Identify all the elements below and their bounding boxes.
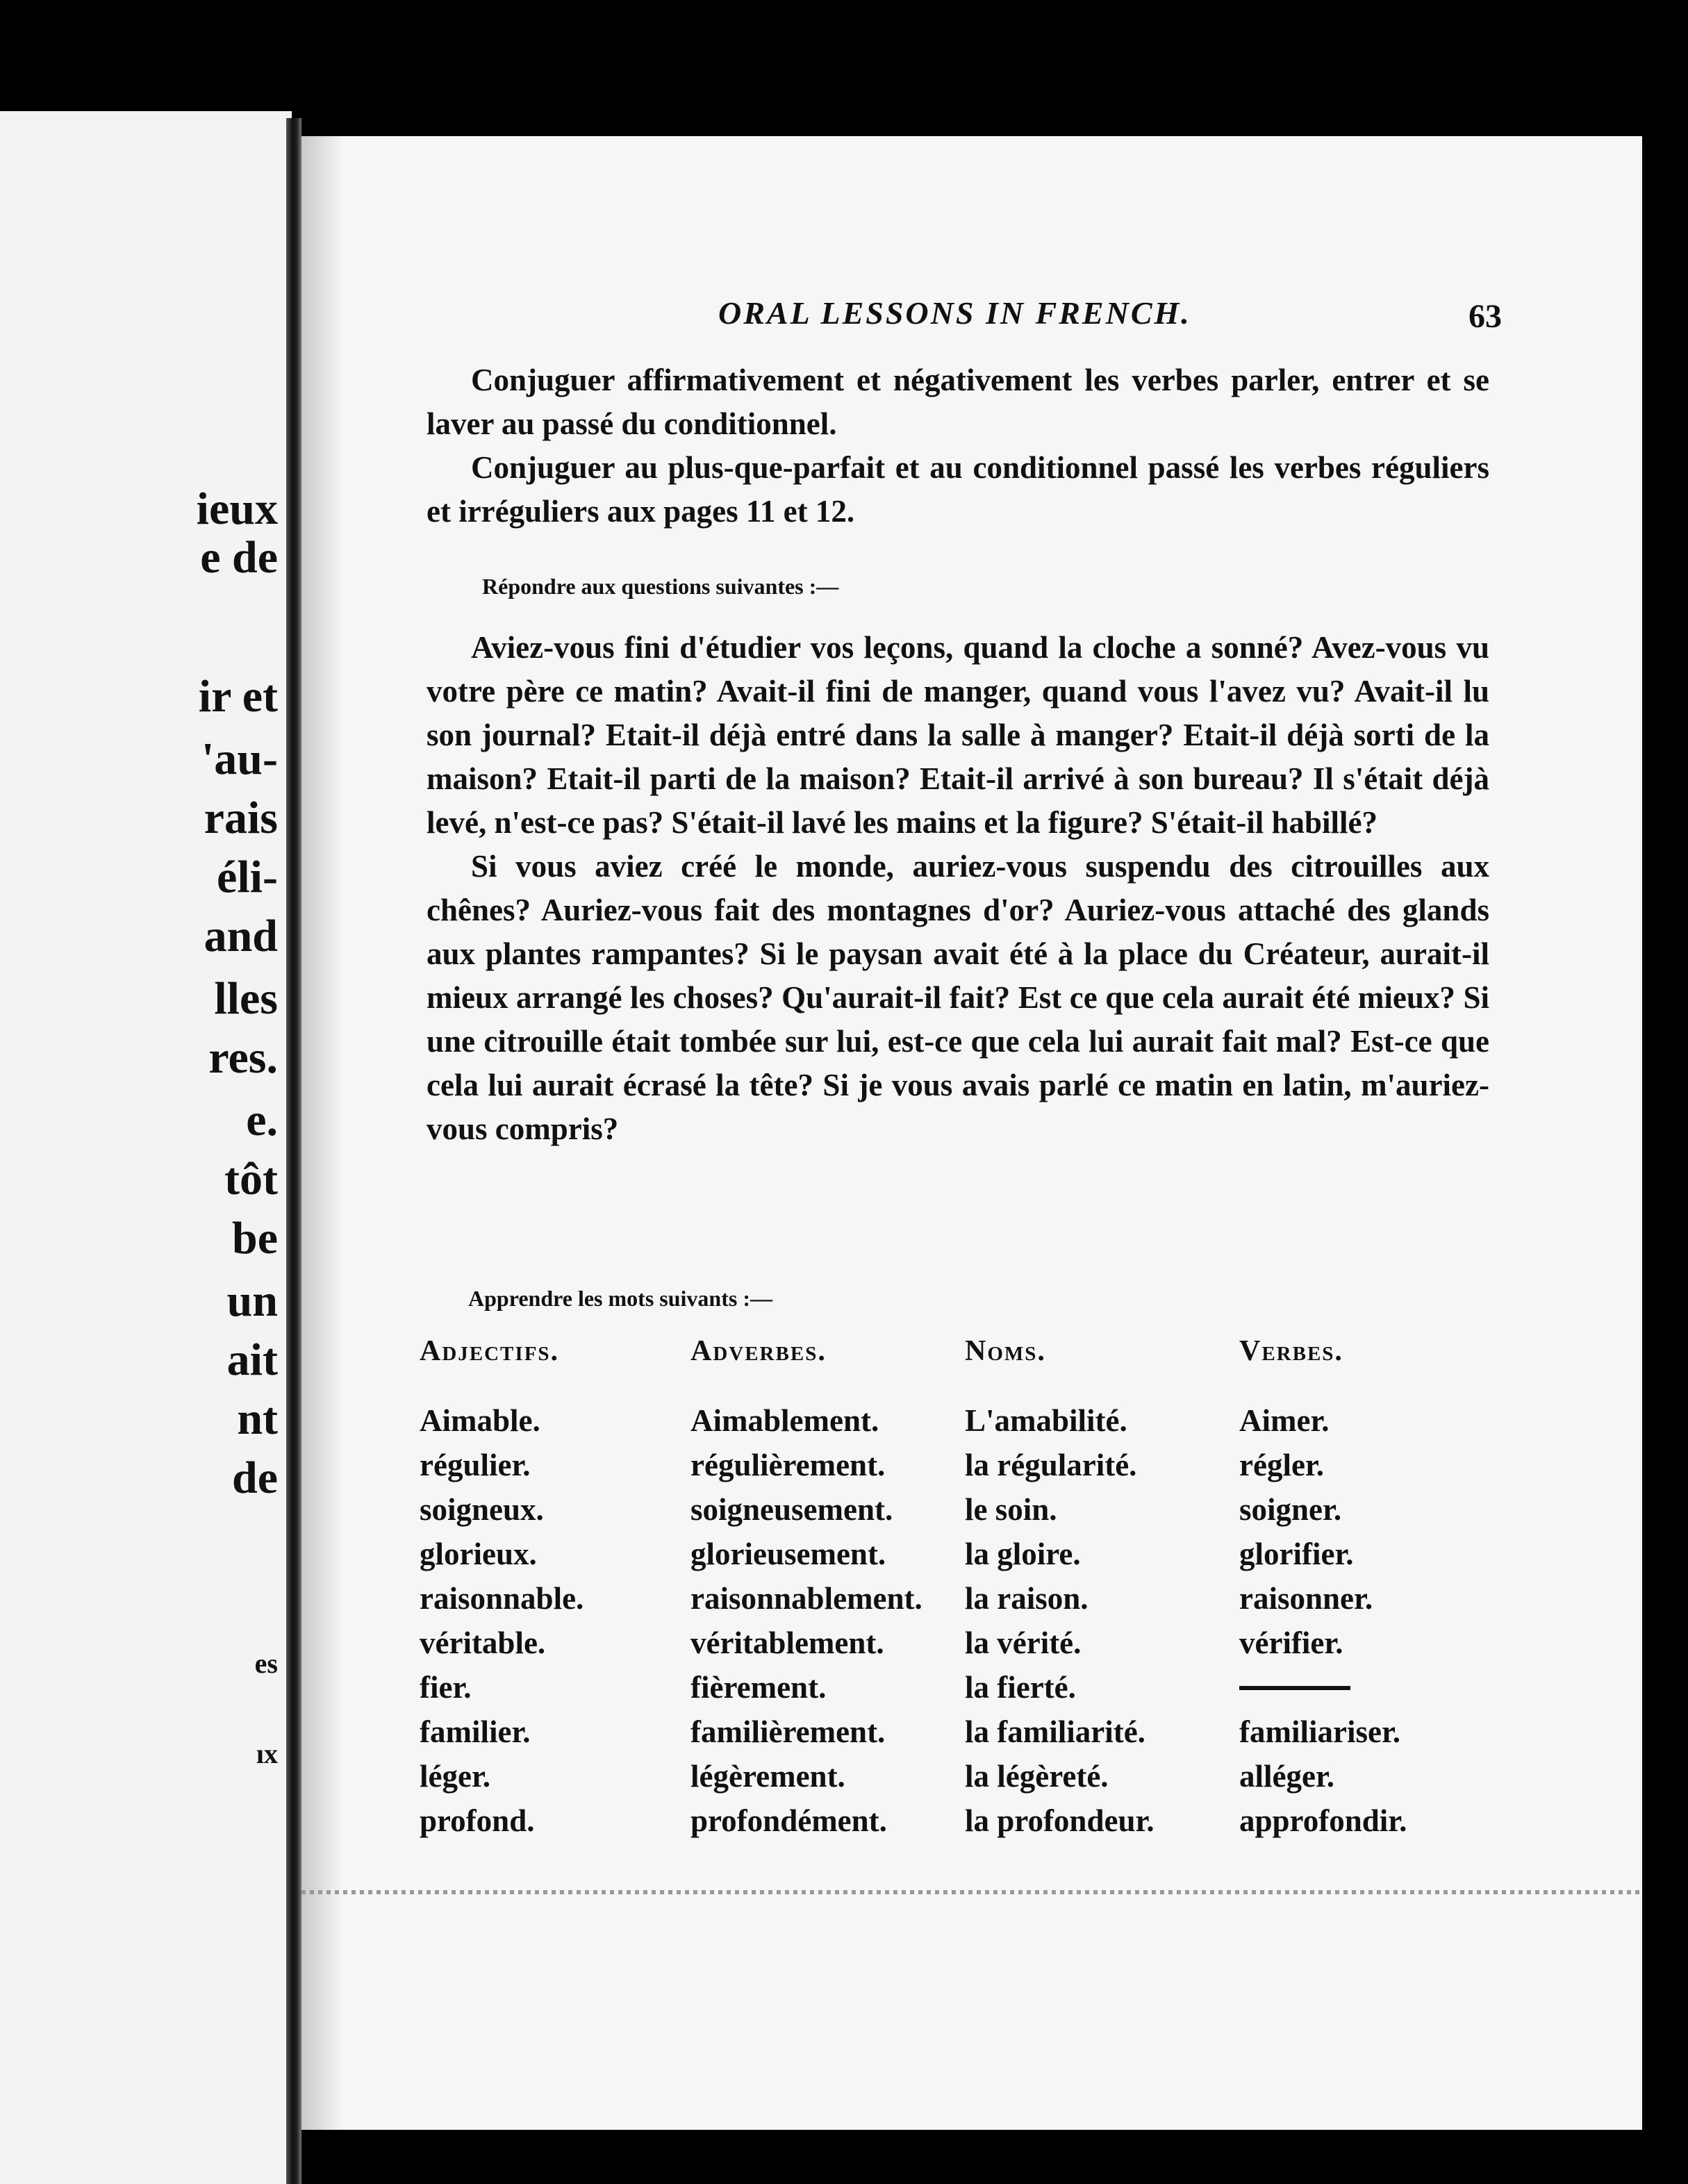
left-fragment: tôt [224, 1154, 278, 1205]
vocab-word: raisonner. [1239, 1581, 1373, 1616]
column-heading: Verbes. [1239, 1335, 1343, 1367]
running-title: ORAL LESSONS IN FRENCH. [718, 295, 1191, 331]
left-fragment: and [204, 911, 278, 961]
vocab-word: régulier. [420, 1448, 531, 1482]
vocab-word: alléger. [1239, 1759, 1335, 1794]
vocab-word: soigneusement. [690, 1492, 893, 1527]
empty-entry-dash [1239, 1686, 1350, 1690]
exercise-block [427, 358, 1489, 533]
left-fragment: ait [226, 1334, 278, 1385]
vocab-word: la gloire. [965, 1537, 1081, 1571]
vocab-word: glorieux. [420, 1537, 537, 1571]
vocab-word: la fierté. [965, 1670, 1076, 1705]
vocab-word: la légèreté. [965, 1759, 1109, 1794]
left-fragment: e de [200, 532, 278, 583]
left-fragment: es [254, 1648, 278, 1679]
vocab-word: soigner. [1239, 1492, 1342, 1527]
left-fragment: nt [237, 1393, 278, 1444]
vocab-word: le soin. [965, 1492, 1057, 1527]
vocab-column-adverbes [690, 1334, 922, 1843]
book-page [301, 136, 1642, 2130]
vocab-word: la régularité. [965, 1448, 1137, 1482]
column-heading: Adverbes. [690, 1335, 827, 1367]
vocab-word: la familiarité. [965, 1714, 1145, 1749]
vocab-word: régler. [1239, 1448, 1325, 1482]
left-fragment: ıx [256, 1738, 278, 1769]
questions-instruction: Répondre aux questions suivantes :— [482, 574, 839, 599]
column-heading: Adjectifs. [420, 1335, 560, 1367]
left-fragment: e. [246, 1095, 278, 1145]
left-fragment: ieux [196, 483, 278, 534]
vocab-word: fier. [420, 1670, 472, 1705]
page-edge-line [301, 1890, 1642, 1894]
vocab-word: familièrement. [690, 1714, 886, 1749]
left-fragment: lles [214, 973, 278, 1024]
questions-block [427, 626, 1489, 1151]
vocab-word: vérifier. [1239, 1625, 1343, 1660]
vocab-word: profondément. [690, 1803, 887, 1838]
left-fragment: de [232, 1453, 278, 1503]
vocab-word: la vérité. [965, 1625, 1082, 1660]
left-fragment: ir et [198, 671, 278, 722]
vocab-word: soigneux. [420, 1492, 544, 1527]
page-number: 63 [1468, 298, 1502, 335]
vocab-word: Aimablement. [690, 1403, 879, 1438]
vocab-word: L'amabilité. [965, 1403, 1127, 1438]
vocab-word: familier. [420, 1714, 531, 1749]
vocab-word: fièrement. [690, 1670, 827, 1705]
vocab-word: la raison. [965, 1581, 1089, 1616]
left-fragment: be [232, 1213, 278, 1264]
column-heading: Noms. [965, 1335, 1046, 1367]
vocabulary-instruction: Apprendre les mots suivants :— [468, 1286, 772, 1311]
page-shadow [301, 136, 343, 2130]
left-fragment: res. [208, 1032, 278, 1083]
book-spine [286, 118, 301, 2184]
vocab-word: familiariser. [1239, 1714, 1401, 1749]
vocab-word: approfondir. [1239, 1803, 1407, 1838]
vocab-column-noms [965, 1334, 1155, 1843]
left-fragment: éli- [217, 852, 278, 902]
left-page-fragment [0, 111, 292, 2184]
vocab-word: véritable. [420, 1625, 546, 1660]
left-fragment: rais [204, 793, 278, 843]
vocab-word: raisonnable. [420, 1581, 584, 1616]
vocab-word: glorifier. [1239, 1537, 1354, 1571]
left-fragment: un [226, 1275, 278, 1326]
vocab-word: léger. [420, 1759, 491, 1794]
vocab-word: véritablement. [690, 1625, 884, 1660]
vocab-word: Aimer. [1239, 1403, 1330, 1438]
vocab-word: la profondeur. [965, 1803, 1155, 1838]
vocab-word: régulièrement. [690, 1448, 886, 1482]
question-paragraph: Si vous aviez créé le monde, auriez-vous suspendu des citrouilles aux chênes? Auriez-vous fait des montagnes d'or? Auriez-vous attaché des glands aux plantes rampantes? Si le paysan avait été à la place du Créateur, aurait-il mieux arrangé les choses? Qu'aurait-il fait? Est ce que cela aurait été mieux? Si une citrouille était tombée sur lui, est-ce que cela lui aurait fait mal? Est-ce que cela lui aurait écrasé la tête? Si je vous avais parlé ce matin en latin, m'auriez-vous compris? [427, 849, 1489, 1146]
vocab-column-adjectifs [420, 1334, 584, 1843]
exercise-paragraph: Conjuguer affirmativement et négativement les verbes parler, entrer et se laver au passé du conditionnel. [427, 363, 1489, 441]
vocab-word: raisonnablement. [690, 1581, 922, 1616]
question-paragraph: Aviez-vous fini d'étudier vos leçons, quand la cloche a sonné? Avez-vous vu votre père ce matin? Avait-il fini de manger, quand vous l'avez vu? Avait-il lu son journal? Etait-il déjà entré dans la salle à manger? Etait-il déjà sorti de la maison? Etait-il parti de la maison? Etait-il arrivé à son bureau? Il s'était déjà levé, n'est-ce pas? S'était-il lavé les mains et la figure? S'était-il habillé? [427, 630, 1489, 840]
vocab-word: Aimable. [420, 1403, 540, 1438]
vocab-column-verbes [1239, 1334, 1407, 1843]
exercise-paragraph: Conjuguer au plus-que-parfait et au conditionnel passé les verbes réguliers et irréguliers aux pages 11 et 12. [427, 450, 1489, 529]
vocab-word: profond. [420, 1803, 535, 1838]
left-fragment: 'au- [201, 734, 278, 784]
vocab-word: légèrement. [690, 1759, 845, 1794]
vocab-word: glorieusement. [690, 1537, 886, 1571]
